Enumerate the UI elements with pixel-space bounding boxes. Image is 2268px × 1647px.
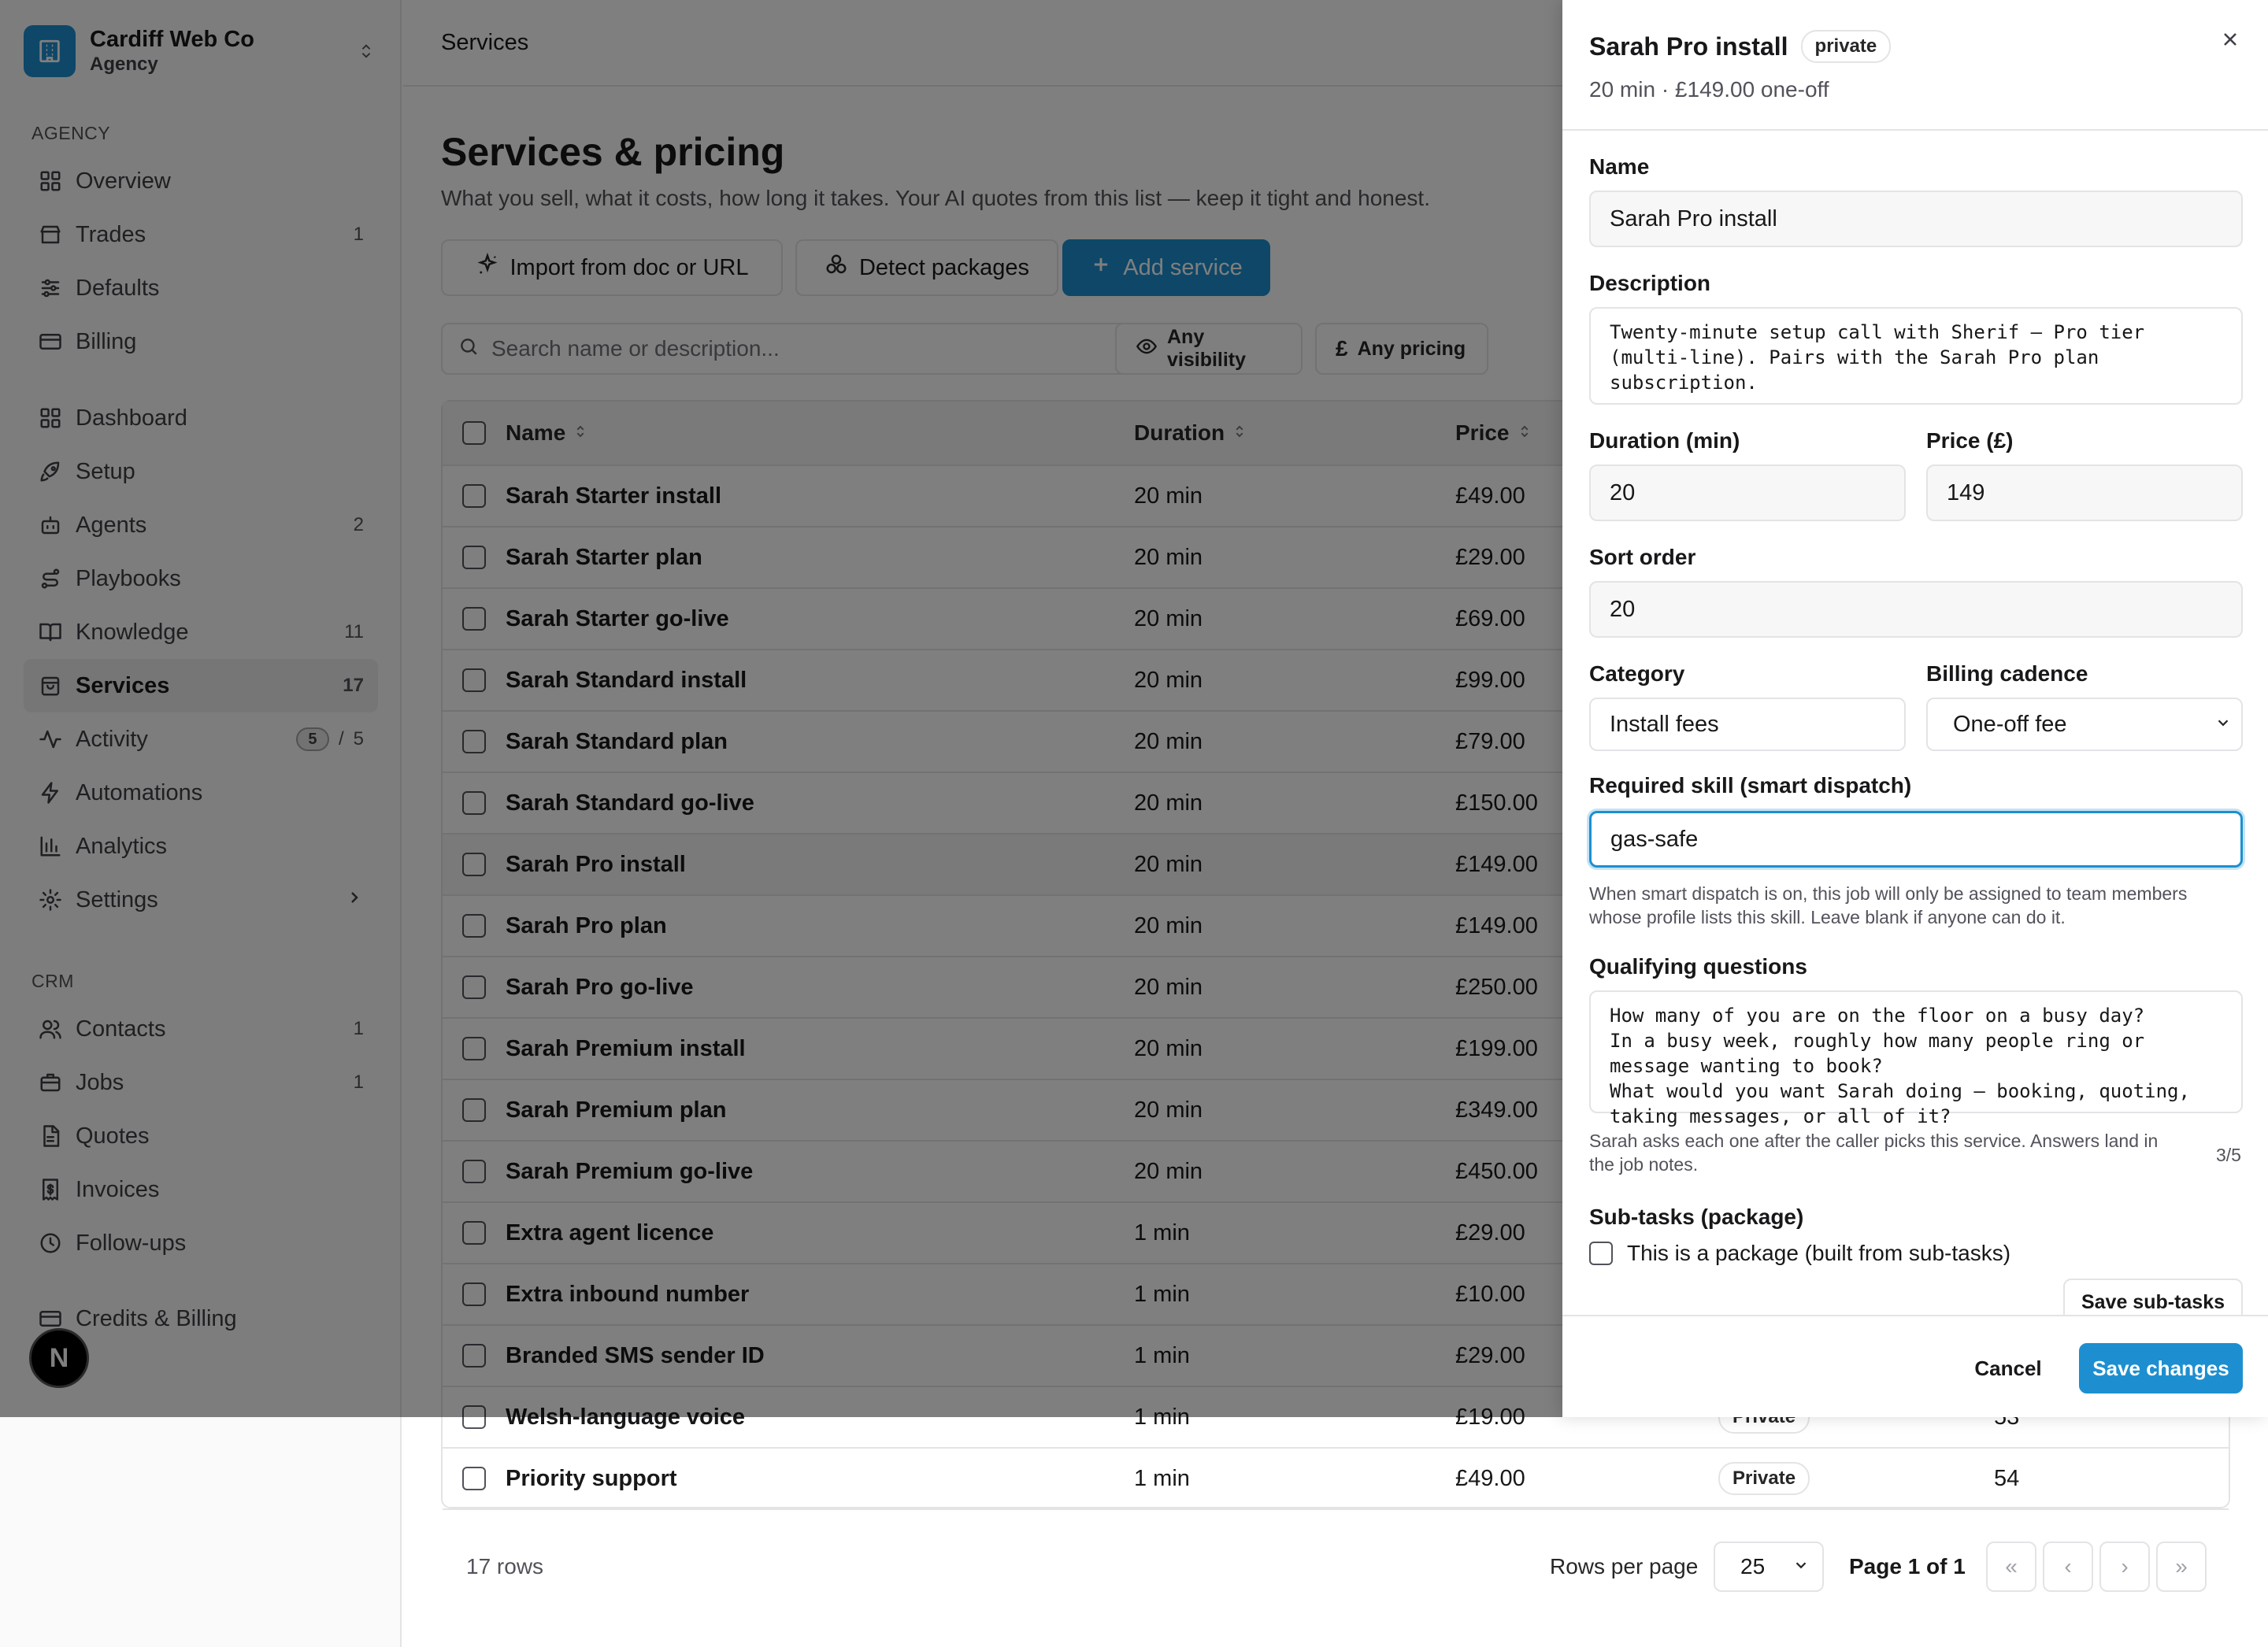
- sheet-title: Sarah Pro install: [1589, 31, 1788, 61]
- sort-order-field[interactable]: 20: [1589, 581, 2243, 638]
- duration-field[interactable]: 20: [1589, 464, 1906, 521]
- visibility-badge: Private: [1718, 1462, 1810, 1495]
- sheet-header: [1562, 0, 2268, 131]
- cancel-button[interactable]: Cancel: [1953, 1343, 2063, 1393]
- price-label: Price (£): [1926, 428, 2014, 453]
- duration-label: Duration (min): [1589, 428, 1740, 453]
- chevron-left-icon: ‹: [2064, 1554, 2072, 1579]
- chevron-right-icon: ›: [2121, 1554, 2129, 1579]
- price-field[interactable]: 149: [1926, 464, 2243, 521]
- billing-cadence-label: Billing cadence: [1926, 661, 2088, 686]
- sheet-footer: [1562, 1315, 2268, 1417]
- row-checkbox[interactable]: [462, 1467, 486, 1490]
- qualifying-questions-help: Sarah asks each one after the caller picks this service. Answers land in the job notes.: [1589, 1131, 2159, 1175]
- save-sub-tasks-button[interactable]: Save sub-tasks: [2063, 1279, 2243, 1326]
- name-field[interactable]: Sarah Pro install: [1589, 191, 2243, 247]
- sub-tasks-label: Sub-tasks (package): [1589, 1205, 1804, 1229]
- cell-sort-order: 54: [1994, 1465, 2020, 1491]
- billing-cadence-value: One-off fee: [1953, 711, 2067, 737]
- required-skill-field[interactable]: gas-safe: [1589, 811, 2243, 868]
- rows-per-page-select[interactable]: [1714, 1542, 1824, 1592]
- chevron-down-icon: [2214, 712, 2232, 738]
- chevrons-left-icon: «: [2005, 1554, 2018, 1579]
- category-field[interactable]: Install fees: [1589, 698, 1906, 751]
- rows-per-page-value: 25: [1740, 1554, 1766, 1579]
- category-label: Category: [1589, 661, 1685, 686]
- rows-per-page-label: Rows per page: [1550, 1554, 1699, 1579]
- chevron-down-icon: [1792, 1554, 1810, 1579]
- private-badge: private: [1801, 30, 1892, 63]
- package-checkbox-row[interactable]: [1589, 1241, 2010, 1266]
- questions-counter: 3/5: [2216, 1145, 2241, 1165]
- page-indicator: Page 1 of 1: [1849, 1554, 1966, 1579]
- package-checkbox-label: This is a package (built from sub-tasks): [1627, 1241, 2011, 1265]
- sort-order-label: Sort order: [1589, 545, 1696, 569]
- qualifying-questions-label: Qualifying questions: [1589, 954, 1807, 979]
- qualifying-questions-textarea[interactable]: How many of you are on the floor on a busy day? In a busy week, roughly how many people ring or message wanting to book? What would you want Sarah doing — booking, quoting, taking messages, or all of it?: [1589, 990, 2243, 1113]
- required-skill-label: Required skill (smart dispatch): [1589, 773, 1912, 798]
- first-page-button[interactable]: [1986, 1542, 2036, 1592]
- prev-page-button[interactable]: [2043, 1542, 2093, 1592]
- chevrons-right-icon: »: [2175, 1554, 2188, 1579]
- next-page-button[interactable]: [2099, 1542, 2150, 1592]
- description-label: Description: [1589, 271, 1711, 295]
- close-icon[interactable]: [2214, 24, 2246, 55]
- billing-cadence-select[interactable]: [1926, 698, 2243, 751]
- last-page-button[interactable]: [2156, 1542, 2207, 1592]
- description-textarea[interactable]: Twenty-minute setup call with Sherif — Pro tier (multi-line). Pairs with the Sarah Pro plan subscription.: [1589, 307, 2243, 405]
- edit-service-sheet: [1562, 0, 2268, 1417]
- cell-duration: 1 min: [1134, 1465, 1190, 1491]
- save-changes-button[interactable]: Save changes: [2079, 1343, 2243, 1393]
- cell-name: Priority support: [506, 1465, 677, 1491]
- rows-count: 17 rows: [466, 1554, 544, 1579]
- required-skill-help: When smart dispatch is on, this job will only be assigned to team members whose profile lists this skill. Leave blank if anyone can do it.: [1589, 883, 2188, 927]
- sheet-summary: 20 min · £149.00 one-off: [1589, 77, 1829, 102]
- table-row[interactable]: [443, 1449, 2229, 1510]
- name-label: Name: [1589, 154, 1650, 179]
- package-checkbox[interactable]: [1589, 1242, 1613, 1265]
- cell-price: £49.00: [1455, 1465, 1525, 1491]
